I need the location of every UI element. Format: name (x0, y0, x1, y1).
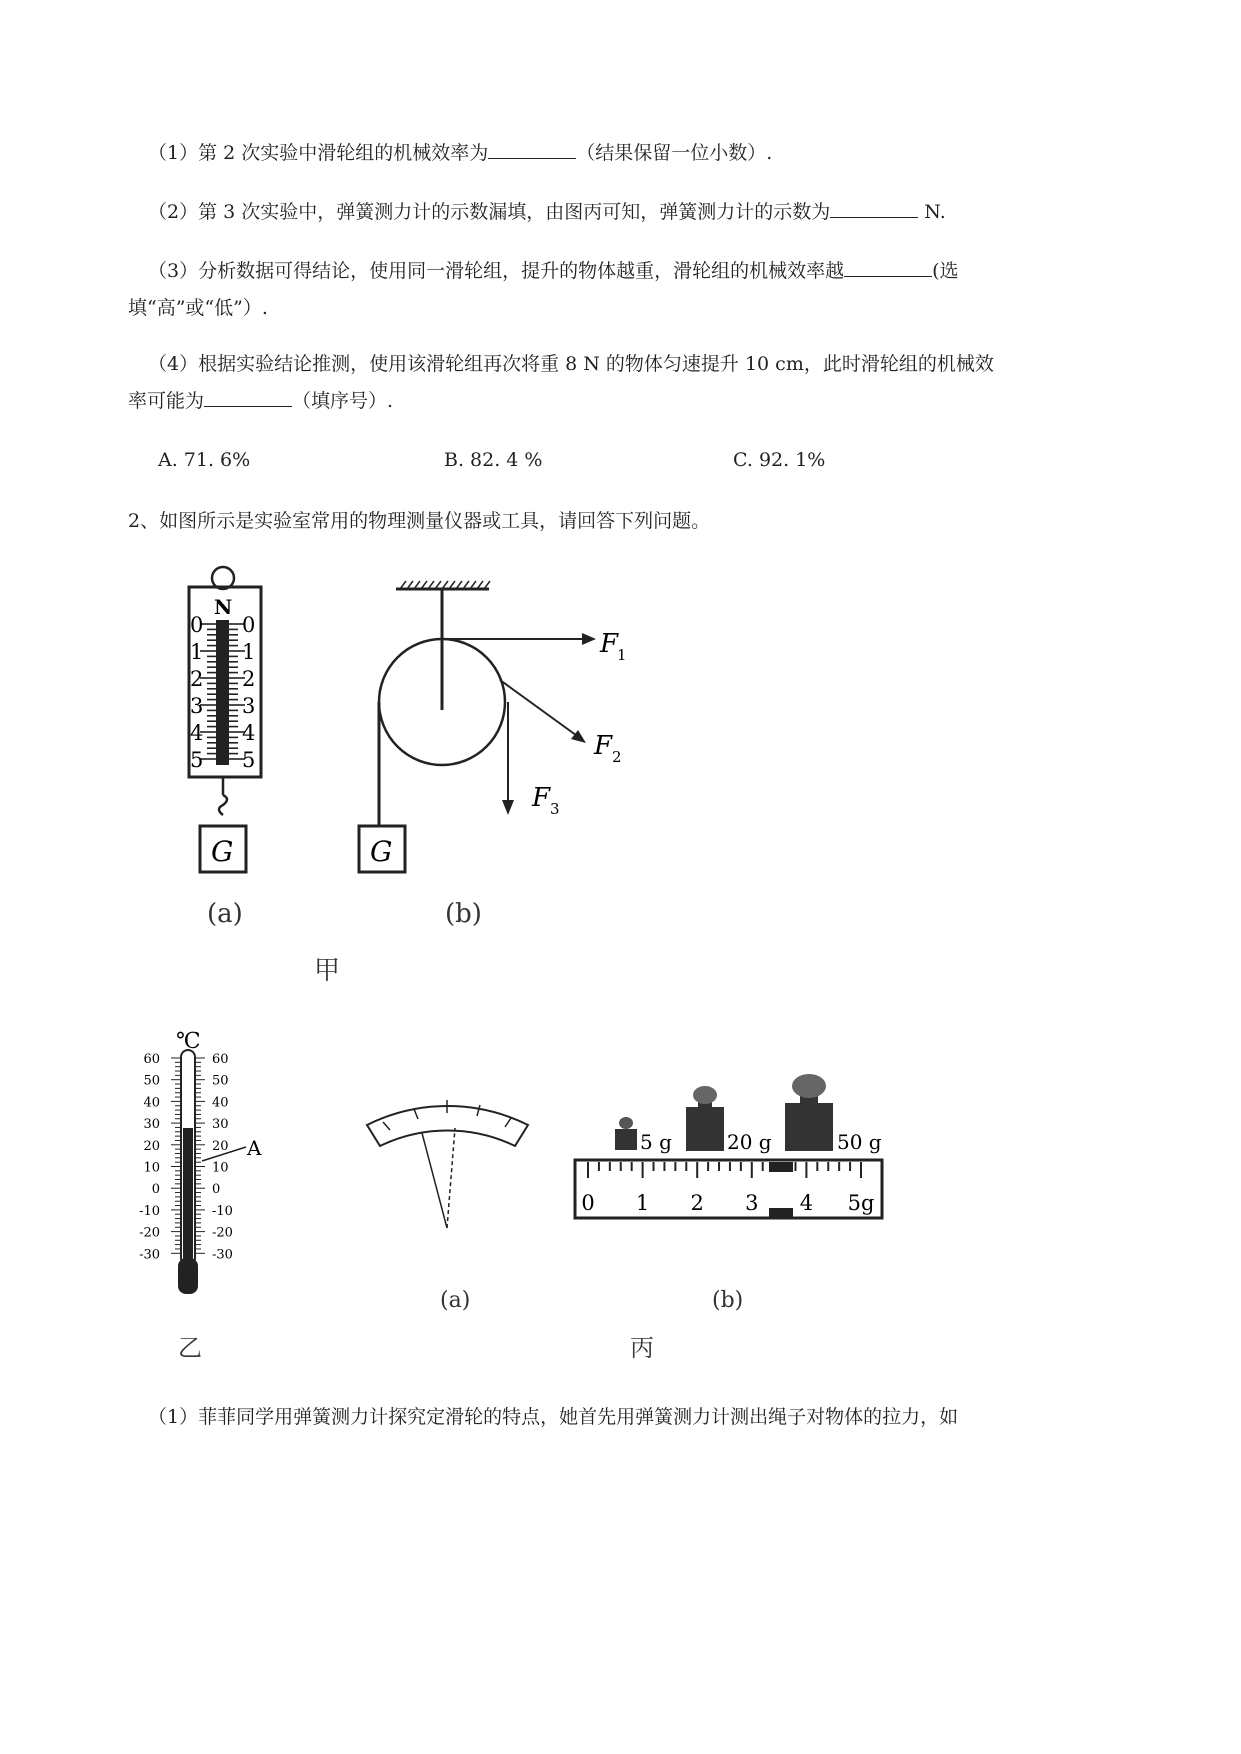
scale-tick-left: 2 (190, 667, 204, 691)
temp-tick-right: 60 (212, 1052, 229, 1067)
q1-2-text: （2）第 3 次实验中，弹簧测力计的示数漏填，由图丙可知，弹簧测力计的示数为 (148, 201, 831, 223)
temp-tick-left: 20 (143, 1138, 160, 1154)
weights-scale-figure (575, 1074, 882, 1218)
ruler-tick-label: 4 (799, 1191, 814, 1215)
temp-tick-right: 0 (212, 1182, 221, 1198)
scale-tick-right: 0 (242, 613, 256, 637)
figure-bing-caption: 丙 (630, 1334, 654, 1362)
weight-50g: 50 g (837, 1130, 882, 1154)
thermometer-figure (139, 1029, 262, 1294)
question-2-1: （1）菲菲同学用弹簧测力计探究定滑轮的特点，她首先用弹簧测力计测出绳子对物体的拉力，如 (148, 1406, 959, 1428)
question-2-title: 2、如图所示是实验室常用的物理测量仪器或工具，请回答下列问题。 (128, 510, 711, 532)
temp-tick-right: 10 (212, 1160, 229, 1176)
temp-tick-right: 50 (212, 1073, 229, 1089)
option-b: B. 82. 4 % (444, 449, 543, 471)
weight-20g: 20 g (727, 1130, 772, 1154)
force-f2-sub: 2 (612, 748, 622, 766)
figure-bing-b-label: (b) (712, 1288, 744, 1313)
temp-tick-right: 30 (212, 1117, 229, 1133)
force-f3-sub: 3 (550, 800, 560, 818)
scale-unit: N (214, 595, 233, 619)
scale-tick-right: 3 (242, 694, 256, 718)
temp-tick-left: 60 (143, 1052, 160, 1067)
q1-3-text: （3）分析数据可得结论，使用同一滑轮组，提升的物体越重，滑轮组的机械效率越 (148, 260, 845, 282)
pulley-figure (359, 581, 627, 872)
scale-tick-left: 4 (190, 721, 204, 745)
temp-tick-left: 0 (151, 1182, 160, 1198)
scale-tick-left: 1 (190, 640, 204, 664)
marker-a: A (247, 1136, 262, 1160)
ruler-tick-label: 3 (745, 1191, 759, 1215)
temp-tick-right: -30 (212, 1247, 233, 1263)
q1-1-suffix: （结果保留一位小数）. (576, 142, 773, 164)
temp-tick-left: 30 (143, 1117, 160, 1133)
weight-b: G (370, 835, 393, 868)
ruler-tick-label: 0 (581, 1191, 595, 1215)
scale-tick-right: 2 (242, 667, 256, 691)
weight-5g: 5 g (640, 1130, 672, 1154)
weight-a: G (211, 835, 234, 868)
temp-tick-right: -20 (212, 1225, 233, 1241)
question-1-4: （4）根据实验结论推测，使用该滑轮组再次将重 8 N 的物体匀速提升 10 cm，此时滑轮组的机械效 (148, 353, 994, 375)
option-c: C. 92. 1% (733, 449, 826, 471)
q1-1-text: （1）第 2 次实验中滑轮组的机械效率为 (148, 142, 489, 164)
scale-tick-left: 0 (190, 613, 204, 637)
temp-tick-left: -20 (139, 1225, 160, 1241)
force-f2: F (594, 731, 613, 761)
force-f1-sub: 1 (617, 646, 627, 664)
scale-tick-right: 4 (242, 721, 256, 745)
temp-tick-right: 20 (212, 1138, 229, 1154)
figure-jia-a-label: (a) (207, 899, 243, 929)
q1-3-suffix: (选 (932, 260, 959, 282)
temp-tick-left: -30 (139, 1247, 160, 1263)
q1-2-suffix: N. (918, 201, 946, 223)
figure-jia-b-label: (b) (445, 899, 482, 929)
temp-unit: ℃ (176, 1029, 201, 1054)
question-1-3-cont: 填“高”或“低”）. (128, 297, 268, 319)
spring-scale-figure (189, 567, 261, 872)
scale-tick-left: 5 (190, 748, 204, 772)
temp-tick-right: -10 (212, 1203, 233, 1219)
scale-tick-left: 3 (190, 694, 204, 718)
ruler-tick-label: 2 (690, 1191, 704, 1215)
temp-tick-left: 10 (143, 1160, 160, 1176)
scale-tick-right: 1 (242, 640, 256, 664)
figure-yi-caption: 乙 (178, 1334, 202, 1362)
temp-tick-right: 40 (212, 1095, 229, 1111)
figure-bing-a-label: (a) (440, 1288, 471, 1313)
figure-jia-caption: 甲 (314, 956, 341, 986)
q1-4-suffix: （填序号）. (292, 390, 394, 412)
ruler-tick-label: 5g (847, 1191, 875, 1215)
temp-tick-left: 40 (143, 1095, 160, 1111)
force-f1: F (600, 629, 619, 659)
option-a: A. 71. 6% (158, 449, 251, 471)
force-f3: F (532, 783, 551, 813)
temp-tick-left: 50 (143, 1073, 160, 1089)
temp-tick-left: -10 (139, 1203, 160, 1219)
scale-tick-right: 5 (242, 748, 256, 772)
balance-dial-figure (367, 1100, 528, 1228)
ruler-tick-label: 1 (635, 1191, 650, 1215)
q1-4-text: 率可能为 (128, 390, 205, 412)
